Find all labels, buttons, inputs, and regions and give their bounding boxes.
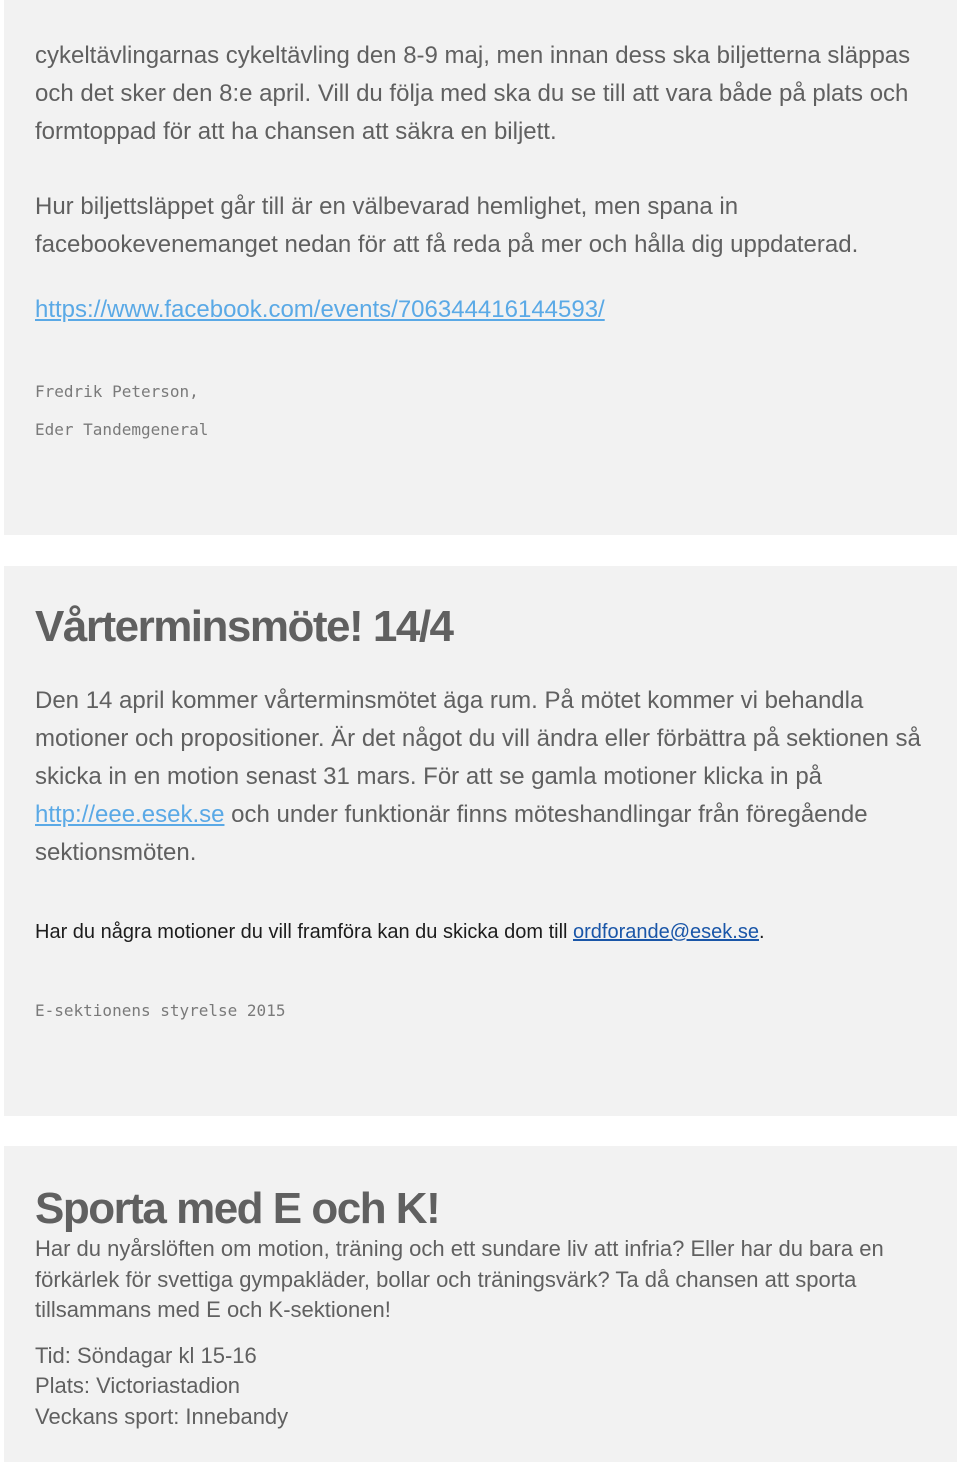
meeting-text-end: och under funktionär finns möteshandlingar från föregående sektionsmöten. [35,801,868,866]
meeting-heading: Vårterminsmöte! 14/4 [35,602,453,651]
sports-time: Tid: Söndagar kl 15-16 [35,1343,257,1368]
motion-contact-paragraph [35,918,933,946]
sports-weekly-sport: Veckans sport: Innebandy [35,1404,289,1429]
newsletter-card-cycling [4,0,957,535]
signature-name: Fredrik Peterson, [35,382,199,401]
sports-heading: Sporta med E och K! [35,1184,440,1233]
newsletter-card-meeting [4,566,957,1116]
signature-title: Eder Tandemgeneral [35,420,209,439]
eee-esek-link[interactable]: http://eee.esek.se [35,801,225,828]
motion-contact-text: Har du några motioner du vill framföra kan du skicka dom till [35,921,574,943]
cycling-paragraph: cykeltävlingarnas cykeltävling den 8-9 maj, men innan dess ska biljetterna släppas och det sker den 8:e april. Vill du följa med ska du se till att vara både på plats och formtoppad för att ha chansen att säkra en biljett. [35,42,911,145]
ticket-release-paragraph: Hur biljettsläppet går till är en välbevarad hemlighet, men spana in facebookevenemanget nedan för att få reda på mer och hålla dig uppdaterad. [35,193,859,258]
meeting-text-start: Den 14 april kommer vårterminsmötet äga rum. På mötet kommer vi behandla motioner och propositioner. Är det något du vill ändra eller förbättra på sektionen så skicka in en motion senast 31 mars. För att se gamla motioner klicka in på [35,687,921,790]
meeting-paragraph [35,682,933,872]
email-link[interactable]: ordforande@esek.se [573,921,759,943]
facebook-event-link[interactable]: https://www.facebook.com/events/706344416144593/ [35,296,605,323]
motion-contact-end: . [758,921,765,943]
sports-paragraph: Har du nyårslöften om motion, träning och ett sundare liv att infria? Eller har du bara en förkärlek för svettiga gympakläder, bollar och träningsvärk? Ta då chansen att sporta tillsammans med E och K-sektionen! [35,1236,884,1322]
sports-place: Plats: Victoriastadion [35,1373,241,1398]
newsletter-card-sports [4,1146,957,1462]
board-signature: E-sektionens styrelse 2015 [35,1001,286,1020]
